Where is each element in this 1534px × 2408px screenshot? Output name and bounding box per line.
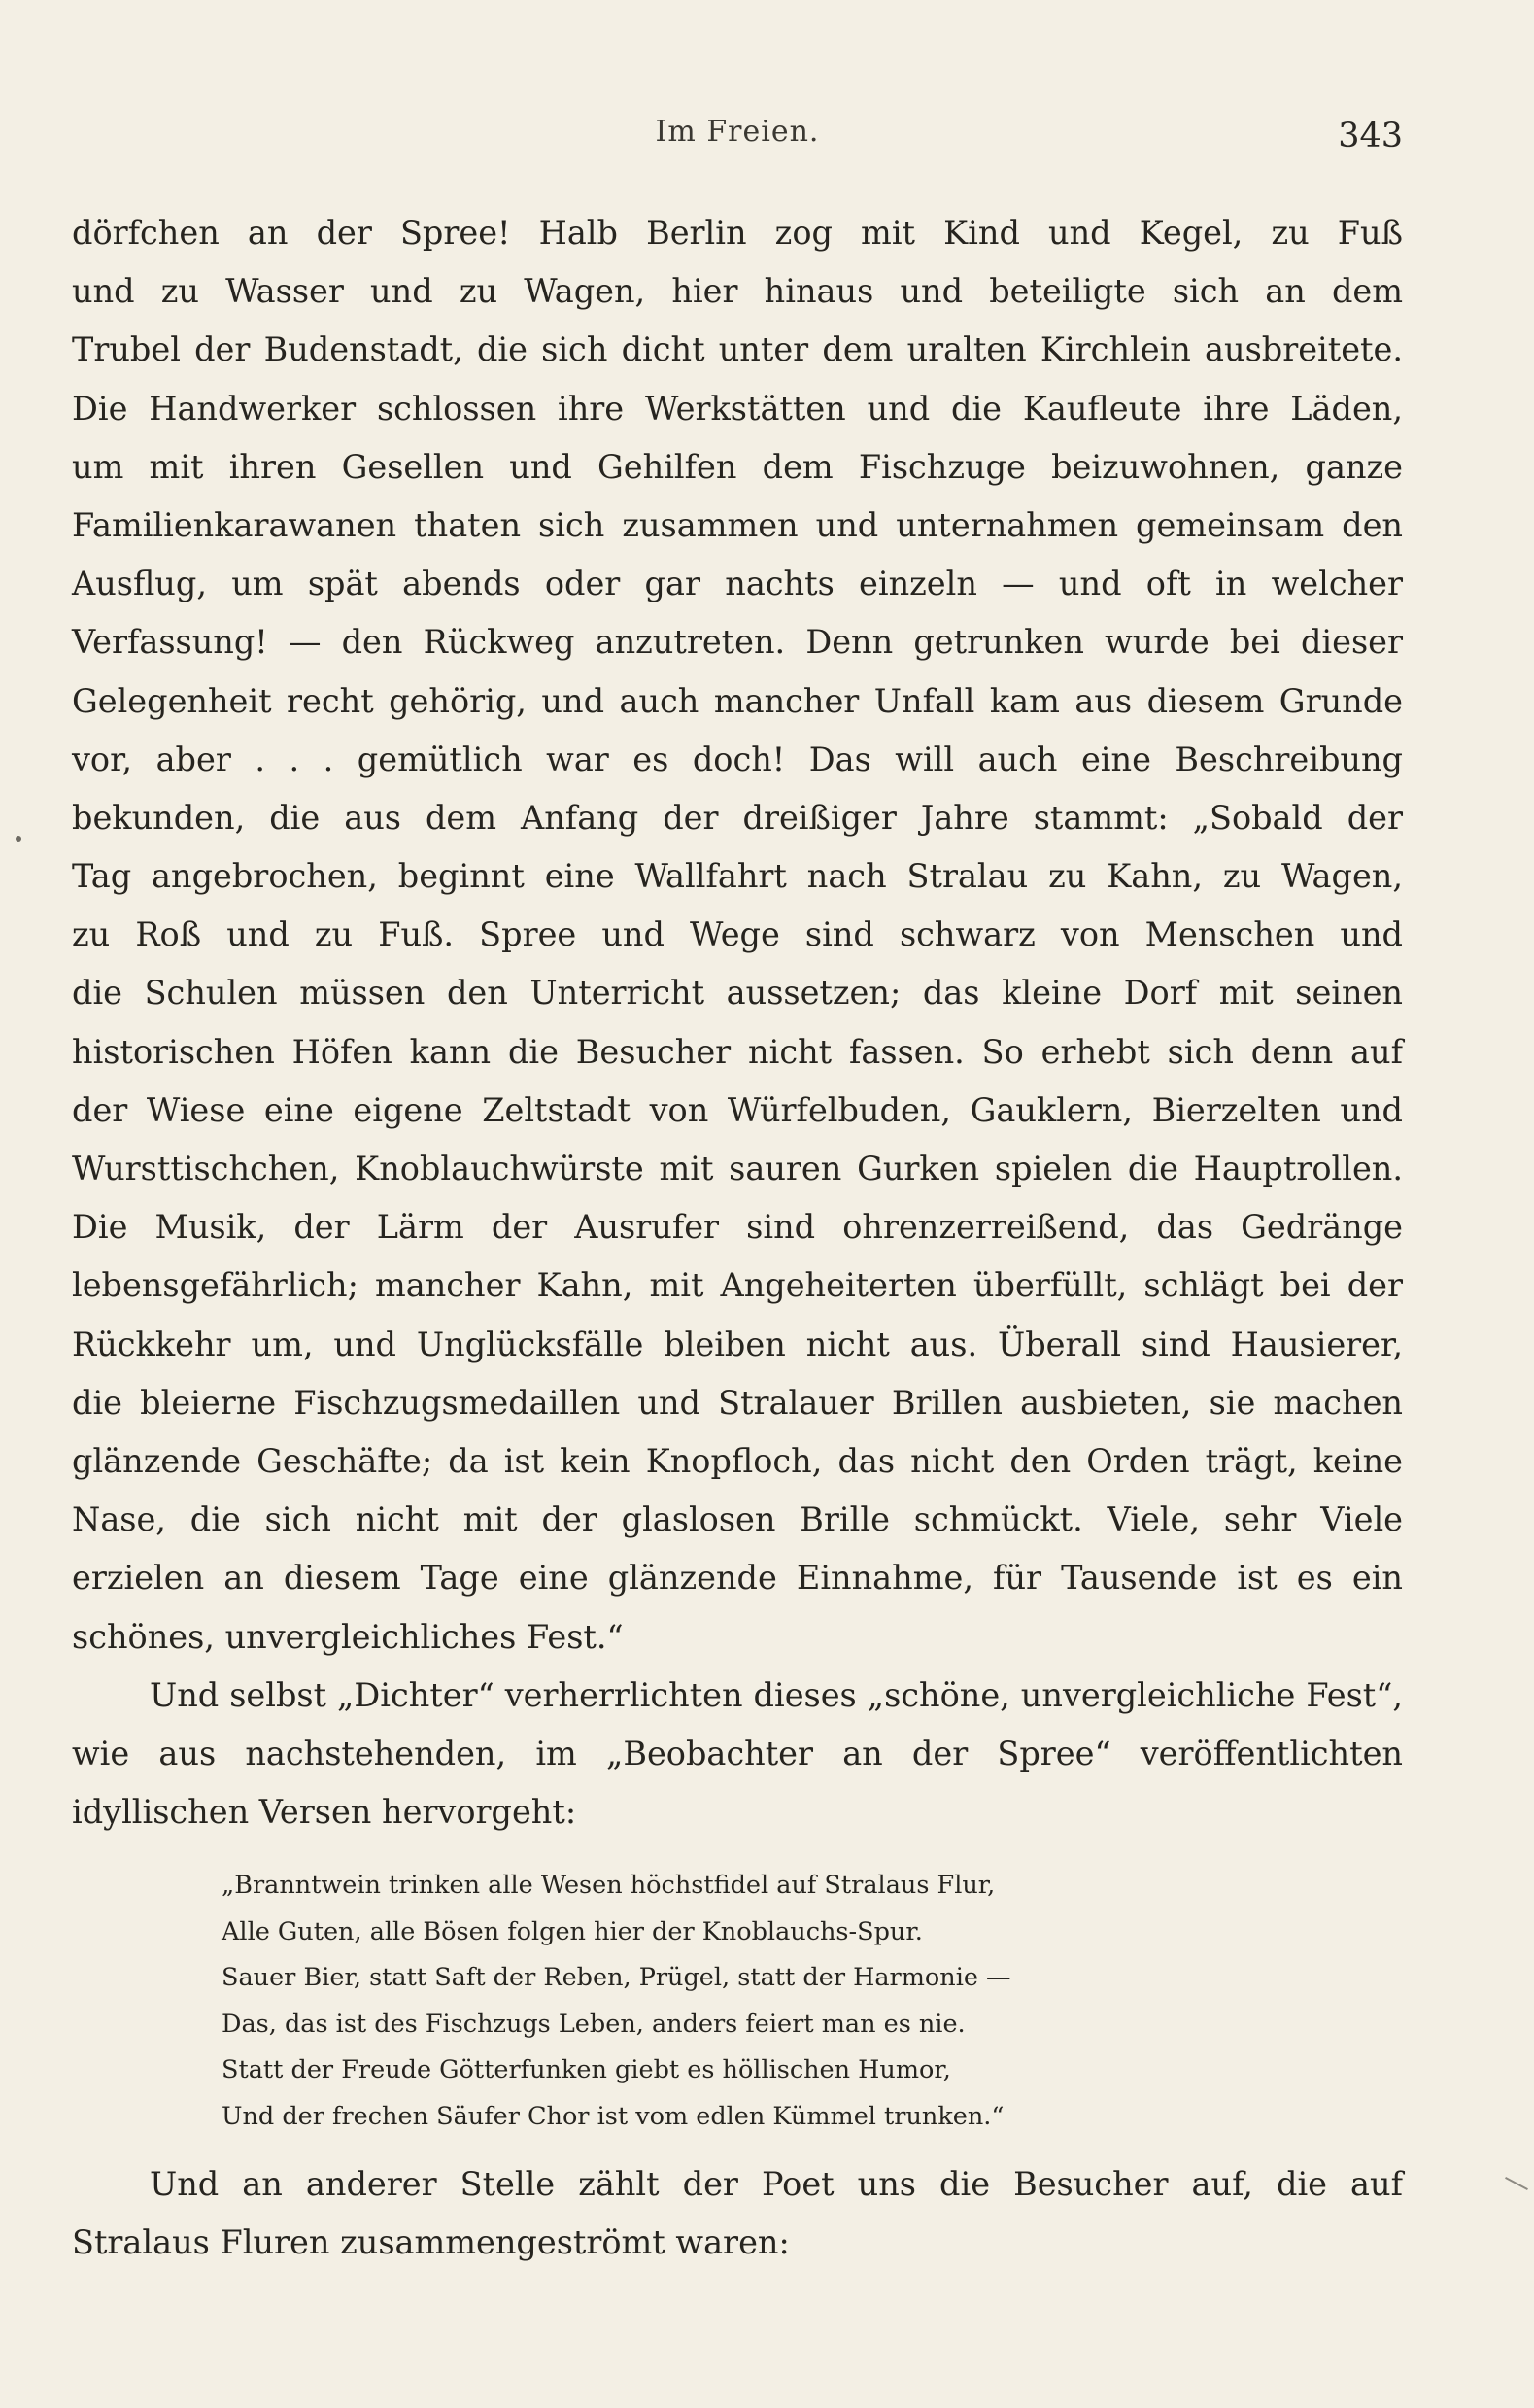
text-line: Verfassung! — den Rückweg anzutreten. Denn getrunken wurde bei dieser xyxy=(72,623,1403,662)
paragraph-1 xyxy=(72,204,1403,1667)
text-line: erzielen an diesem Tage eine glänzende Einnahme, für Tausende ist es ein xyxy=(72,1559,1403,1598)
text-line: bekunden, die aus dem Anfang der dreißiger Jahre stammt: „Sobald der xyxy=(72,798,1403,837)
text-line: und zu Wasser und zu Wagen, hier hinaus und beteiligte sich an dem xyxy=(72,272,1403,311)
text-line: historischen Höfen kann die Besucher nicht fassen. So erhebt sich denn auf xyxy=(72,1032,1403,1071)
text-line: wie aus nachstehenden, im „Beobachter an der Spree“ veröffentlichten xyxy=(72,1734,1403,1772)
text-line: Wursttischchen, Knoblauchwürste mit sauren Gurken spielen die Hauptrollen. xyxy=(72,1150,1403,1187)
text-line: Und selbst „Dichter“ verherrlichten dieses „schöne, unvergleichliche Fest“, xyxy=(150,1675,1403,1714)
text-line: Nase, die sich nicht mit der glaslosen Brille schmückt. Viele, sehr Viele xyxy=(72,1500,1403,1539)
text-line: vor, aber . . . gemütlich war es doch! Das will auch eine Beschreibung xyxy=(72,740,1403,778)
verse-line: Und der frechen Säufer Chor ist vom edlen Kümmel trunken.“ xyxy=(222,2101,1005,2131)
text-line: Gelegenheit recht gehörig, und auch mancher Unfall kam aus diesem Grunde xyxy=(72,681,1403,720)
margin-speck xyxy=(16,836,21,842)
paragraph-2 xyxy=(72,1667,1403,1842)
text-line: Rückkehr um, und Unglücksfälle bleiben nicht aus. Überall sind Hausierer, xyxy=(72,1324,1403,1363)
text-line: glänzende Geschäfte; da ist kein Knopfloch, das nicht den Orden trägt, keine xyxy=(72,1441,1403,1480)
page-header xyxy=(72,115,1403,169)
text-line: Ausflug, um spät abends oder gar nachts einzeln — und oft in welcher xyxy=(72,565,1403,603)
text-line: Familienkarawanen thaten sich zusammen und unternahmen gemeinsam den xyxy=(72,505,1403,544)
verse-line: Statt der Freude Götterfunken giebt es höllischen Humor, xyxy=(222,2055,951,2085)
text-line: idyllischen Versen hervorgeht: xyxy=(72,1793,577,1832)
text-line: zu Roß und zu Fuß. Spree und Wege sind schwarz von Menschen und xyxy=(72,915,1403,954)
text-line: die Schulen müssen den Unterricht aussetzen; das kleine Dorf mit seinen xyxy=(72,974,1403,1013)
verse-line: Alle Guten, alle Bösen folgen hier der Knoblauchs-Spur. xyxy=(222,1916,923,1946)
text-line: der Wiese eine eigene Zeltstadt von Würfelbuden, Gauklern, Bierzelten und xyxy=(72,1090,1403,1129)
text-line: Stralaus Fluren zusammengeströmt waren: xyxy=(72,2223,790,2262)
body-text xyxy=(72,204,1403,1841)
edge-mark xyxy=(1505,2177,1528,2190)
verse-line: „Branntwein trinken alle Wesen höchstfidel auf Stralaus Flur, xyxy=(222,1871,996,1900)
text-line: um mit ihren Gesellen und Gehilfen dem Fischzuge beizuwohnen, ganze xyxy=(72,447,1403,486)
verse-quote xyxy=(222,1863,1271,2141)
text-line: dörfchen an der Spree! Halb Berlin zog mit Kind und Kegel, zu Fuß xyxy=(72,214,1403,252)
page-number: 343 xyxy=(1338,117,1403,155)
text-line: Die Musik, der Lärm der Ausrufer sind ohrenzerreißend, das Gedränge xyxy=(72,1208,1403,1247)
text-line: Und an anderer Stelle zählt der Poet uns die Besucher auf, die auf xyxy=(150,2165,1403,2203)
text-line: Tag angebrochen, beginnt eine Wallfahrt nach Stralau zu Kahn, zu Wagen, xyxy=(72,857,1403,896)
text-line: Trubel der Budenstadt, die sich dicht unter dem uralten Kirchlein ausbreitete. xyxy=(72,330,1403,369)
verse-line: Sauer Bier, statt Saft der Reben, Prügel, statt der Harmonie — xyxy=(222,1963,1011,1993)
text-line: die bleierne Fischzugsmedaillen und Stralauer Brillen ausbieten, sie machen xyxy=(72,1383,1403,1422)
text-line: Die Handwerker schlossen ihre Werkstätten und die Kaufleute ihre Läden, xyxy=(72,389,1403,428)
running-title: Im Freien. xyxy=(655,115,820,149)
text-line: lebensgefährlich; mancher Kahn, mit Angeheiterten überfüllt, schlägt bei der xyxy=(72,1266,1403,1305)
text-line: schönes, unvergleichliches Fest.“ xyxy=(72,1617,624,1656)
paragraph-3 xyxy=(72,2155,1403,2272)
verse-line: Das, das ist des Fischzugs Leben, anders feiert man es nie. xyxy=(222,2009,966,2039)
